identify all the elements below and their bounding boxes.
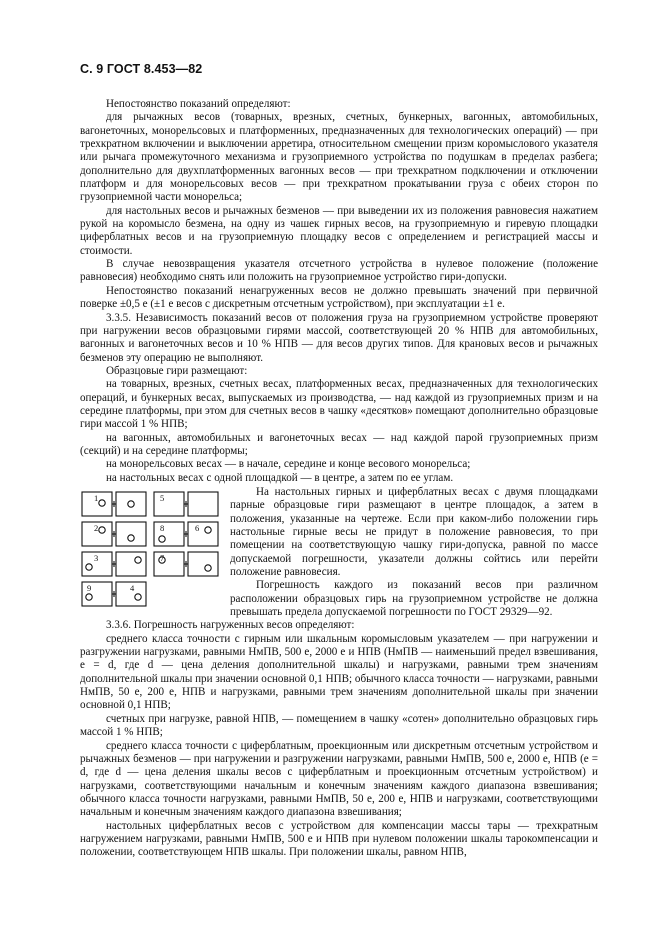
platform-square bbox=[116, 522, 146, 546]
figure-label: 9 bbox=[87, 582, 92, 593]
document-page bbox=[80, 62, 598, 860]
paragraph: для настольных весов и рычажных безменов — при выведении их из положения равновесия нажатием рукой на коромысло безмена, на одну из чашек гирных весов, на грузоприемную и гиревую площадки циферблатных весов и на грузоприемную площадку весов с определением и регистрацией массы и стоимости. bbox=[80, 204, 598, 257]
weight-circle bbox=[205, 527, 211, 533]
weight-circle bbox=[86, 564, 92, 570]
weight-circle bbox=[205, 565, 211, 571]
platform-square bbox=[188, 522, 218, 546]
platform-square bbox=[116, 492, 146, 516]
figure-label: 4 bbox=[130, 582, 135, 593]
figure-label: 2 bbox=[94, 522, 99, 533]
figure-label: 6 bbox=[195, 522, 200, 533]
paragraph: 3.3.6. Погрешность нагруженных весов определяют: bbox=[106, 619, 355, 632]
page-header: С. 9 ГОСТ 8.453—82 bbox=[80, 62, 203, 76]
weight-circle bbox=[86, 594, 92, 600]
paragraph: В случае невозвращения указателя отсчетного устройства в нулевое положение (положение равновесия) необходимо снять или положить на грузоприемное устройство гири-допуски. bbox=[80, 258, 598, 284]
paragraph: на вагонных, автомобильных и вагонеточных весах — над каждой парой грузоприемных призм (секций) и на середине платформы; bbox=[80, 431, 598, 457]
figure-label: 7 bbox=[160, 552, 165, 563]
paragraph: 3.3.5. Независимость показаний весов от положения груза на грузоприемном устройстве проверяют при нагружении весов образцовыми гирями массой, соответствующей 20 % НПВ для автомобильных, вагонных и вагонеточных весов и 10 % НПВ — для весов других типов. Для крановых весов и рычажных безменов эту операцию не выполняют. bbox=[80, 311, 598, 364]
weight-circle bbox=[128, 535, 134, 541]
weight-circle bbox=[135, 557, 141, 563]
weight-circle bbox=[135, 594, 141, 600]
paragraph: Погрешность каждого из показаний весов при различном расположении образцовых гирь на грузоприемном устройстве не должна превышать предела допускаемой погрешности по ГОСТ 29329—92. bbox=[230, 579, 598, 619]
weight-placement-diagram bbox=[80, 490, 230, 608]
paragraph: на монорельсовых весах — в начале, середине и конце весового монорельса; bbox=[106, 458, 471, 471]
paragraph: настольных циферблатных весов с устройством для компенсации массы тары — трехкратным нагружением нагрузками, равными НмПВ, 500 е и НПВ при нулевом положении шкалы тарокомпенсации и положении, соответствующем НПВ шкалы. При положении шкалы, равном НПВ, bbox=[80, 819, 598, 859]
figure-label: 3 bbox=[94, 552, 99, 563]
paragraph: Непостоянство показаний ненагруженных весов не должно превышать значений при первичной поверке ±0,5 е (±1 е весов с дискретным отсчетным устройством), при эксплуатации ±1 е. bbox=[80, 284, 598, 311]
paragraph: среднего класса точности с циферблатным, проекционным или дискретным отсчетным устройством и рычажных безменов — при нагружении и разгружении нагрузками, равными НмПВ, 500 е, 2000 е, НПВ (е = d, где d — цена деления шкалы весов с циферблатным и проекционным отсчетным устройством) и нагрузками, соответствующими начальным и конечным значениям каждого диапазона взвешивания; обычного класса точности нагрузками, равными НмПВ, 50 е, 200 е, НПВ и нагрузками, соответствующими начальным и конечным значениям каждого диапазона взвешивания; bbox=[80, 739, 598, 819]
platform-square bbox=[154, 552, 184, 576]
figure-label: 5 bbox=[160, 492, 165, 503]
platform-square bbox=[188, 492, 218, 516]
paragraph: Непостоянство показаний определяют: bbox=[106, 98, 291, 110]
weight-circle bbox=[128, 501, 134, 507]
figure-side-text bbox=[230, 486, 598, 619]
paragraph: Образцовые гири размещают: bbox=[106, 364, 248, 377]
platform-square bbox=[188, 552, 218, 576]
platform-square bbox=[154, 522, 184, 546]
platform-square bbox=[154, 492, 184, 516]
weight-circle bbox=[159, 536, 165, 542]
figure-label: 8 bbox=[160, 522, 165, 533]
platform-square bbox=[116, 552, 146, 576]
paragraph: для рычажных весов (товарных, врезных, счетных, бункерных, вагонных, автомобильных, вагонеточных, монорельсовых и платформенных, предназначенных для технологических операций) — при трехкратном включении и выключении арретира, относительном смещении призм коромыслового указателя или рычага промежуточного механизма и грузоприемного устройства по подушкам в пределах разбега; дополнительно для двухплатформенных вагонных весов — при трехкратном подключении и отключении платформ и для монорельсовых весов — при трехкратном прокатывании груза с обеих сторон по грузоприемной части монорельса; bbox=[80, 111, 598, 204]
paragraph: счетных при нагрузке, равной НПВ, — помещением в чашку «сотен» дополнительно образцовых гирь массой 1 % НПВ; bbox=[80, 712, 598, 739]
weight-placement-figure bbox=[80, 490, 230, 613]
paragraph: На настольных гирных и циферблатных весах с двумя площадками парные образцовые гири размещают в центре площадок, а затем в положения, указанные на чертеже. Если при каком-либо положении гирь настольные гирные весы не придут в положение равновесия, то при помещении на соответствующую чашку гири-допуска, равной по массе допускаемой погрешности, указатели должны сойтись или перейти положение равновесия. bbox=[230, 485, 598, 579]
weight-circle bbox=[99, 500, 105, 506]
paragraph: среднего класса точности с гирным или шкальным коромысловым указателем — при нагружении и разгружении нагрузками, равными НмПВ, 500 е, 2000 е и НПВ (НмПВ — наименьший предел взвешивания, е = d, где d — цена деления дополнительной шкалы) и нагрузками, равными трем значениям дополнительной шкалы при значении основной 0,1 НПВ; обычного класса точности — нагрузками, равными НмПВ, 50 е, 200 е, НПВ и нагрузками, равными трем значениям дополнительной шкалы при значении основной 0,1 НПВ; bbox=[80, 632, 598, 712]
paragraph: на товарных, врезных, счетных весах, платформенных весах, предназначенных для технологических операций, и бункерных весах, выпускаемых из производства, — над каждой из грузоприемных призм и на середине платформы, при этом для счетных весов в чашку «десятков» помещают дополнительно образцовые гири массой 1 % НПВ; bbox=[80, 378, 598, 431]
paragraph: на настольных весах с одной площадкой — в центре, а затем по ее углам. bbox=[106, 471, 454, 484]
weight-circle bbox=[99, 527, 105, 533]
figure-label: 1 bbox=[94, 492, 99, 503]
figure-row bbox=[80, 486, 598, 619]
